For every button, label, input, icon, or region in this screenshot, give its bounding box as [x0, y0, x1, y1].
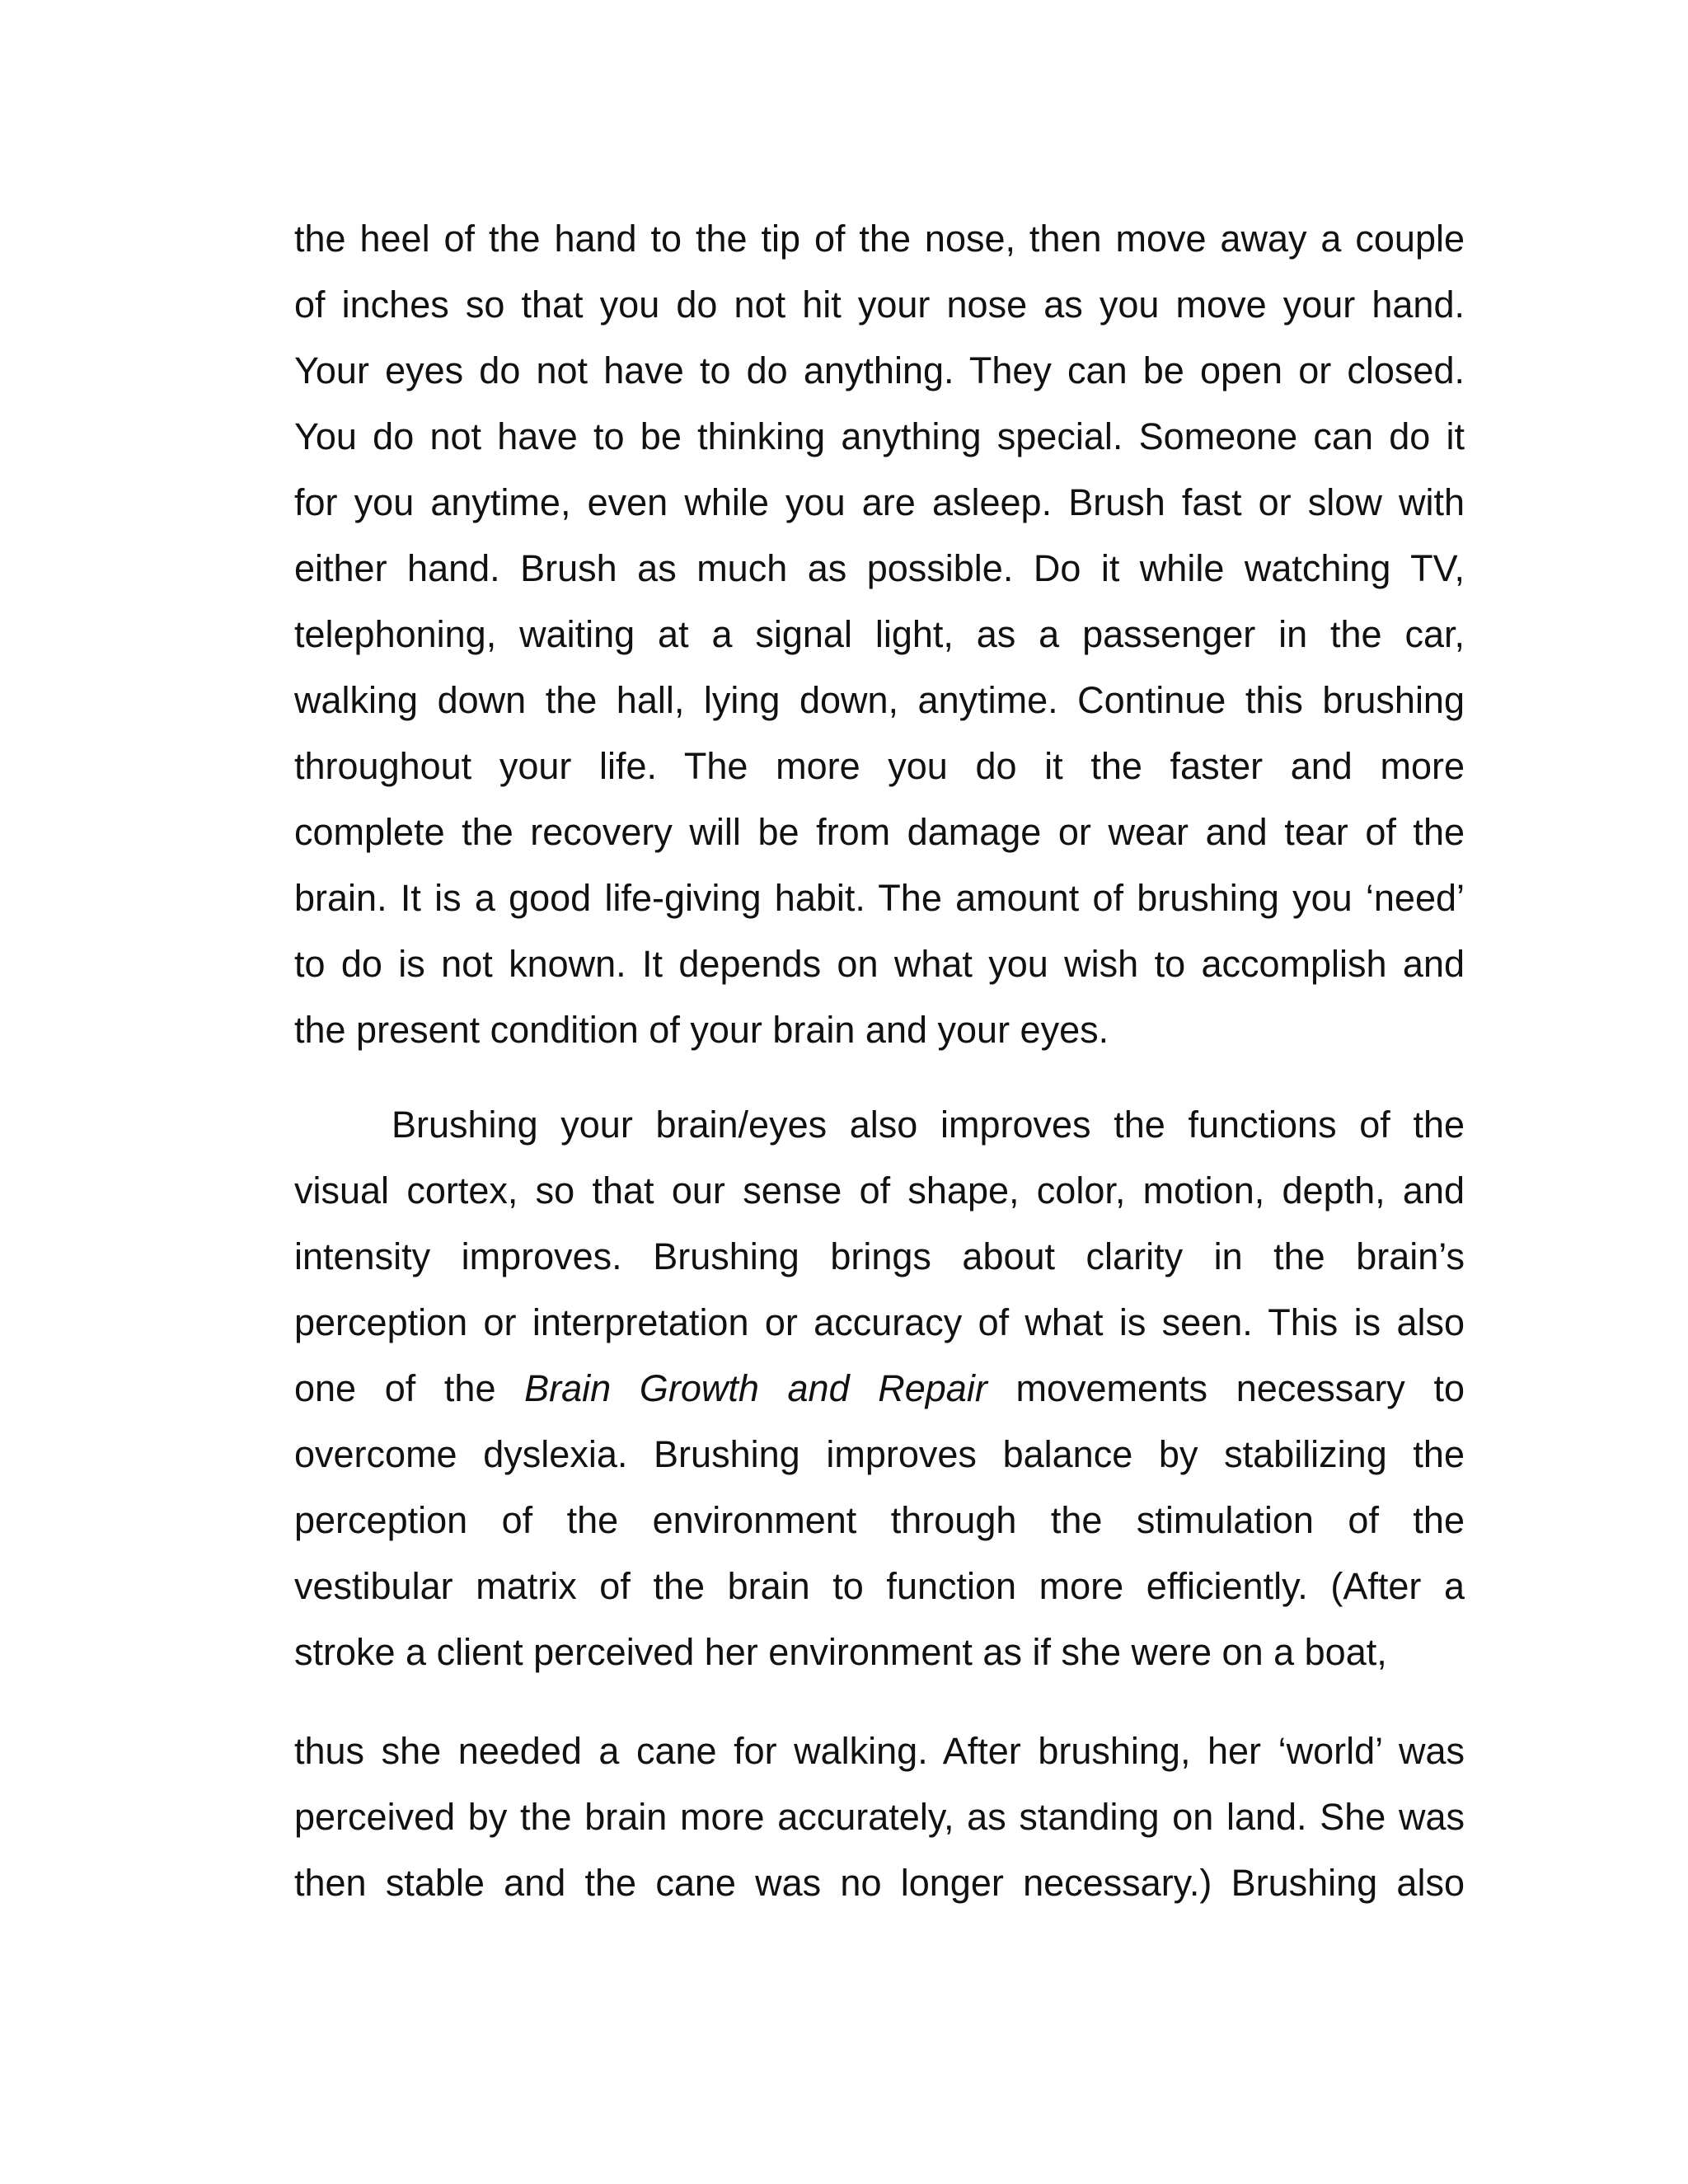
text-line: intensity improves. Brushing brings about clarity in the brain’s: [294, 1235, 1465, 1277]
text-segment: movements necessary to: [987, 1367, 1465, 1409]
paragraph-visual-cortex: [294, 1092, 1465, 1685]
text-line: You do not have to be thinking anything special. Someone can do it: [294, 415, 1465, 457]
text-line-with-emphasis: [294, 1356, 1465, 1422]
text-line: perception or interpretation or accuracy of what is seen. This is also: [294, 1301, 1465, 1343]
text-segment: one of the: [294, 1367, 525, 1409]
text-line: walking down the hall, lying down, anytime. Continue this brushing: [294, 679, 1465, 721]
text-line: visual cortex, so that our sense of shape, color, motion, depth, and: [294, 1169, 1465, 1212]
text-line: brain. It is a good life-giving habit. The amount of brushing you ‘need’: [294, 877, 1465, 919]
text-line: Brushing your brain/eyes also improves the functions of the: [392, 1104, 1465, 1146]
text-line: vestibular matrix of the brain to function more efficiently. (After a: [294, 1565, 1465, 1607]
text-line: thus she needed a cane for walking. After brushing, her ‘world’ was: [294, 1730, 1465, 1772]
text-line: for you anytime, even while you are asleep. Brush fast or slow with: [294, 481, 1465, 523]
text-line: telephoning, waiting at a signal light, as a passenger in the car,: [294, 613, 1465, 655]
text-line: complete the recovery will be from damage or wear and tear of the: [294, 811, 1465, 853]
paragraph-brushing-instructions: [294, 206, 1465, 1063]
italic-title-brain-growth-and-repair: Brain Growth and Repair: [524, 1367, 987, 1409]
text-line: overcome dyslexia. Brushing improves balance by stabilizing the: [294, 1433, 1465, 1475]
paragraph-continuation: [294, 1718, 1465, 1916]
text-line: throughout your life. The more you do it the faster and more: [294, 745, 1465, 787]
text-line: to do is not known. It depends on what you wish to accomplish and: [294, 943, 1465, 985]
text-line: Your eyes do not have to do anything. They can be open or closed.: [294, 349, 1465, 391]
text-line: perceived by the brain more accurately, as standing on land. She was: [294, 1796, 1465, 1838]
text-line: stroke a client perceived her environment as if she were on a boat,: [294, 1631, 1387, 1673]
text-line: the present condition of your brain and your eyes.: [294, 1009, 1109, 1051]
text-line: of inches so that you do not hit your nose as you move your hand.: [294, 284, 1465, 326]
text-line: either hand. Brush as much as possible. Do it while watching TV,: [294, 547, 1465, 589]
text-line: the heel of the hand to the tip of the nose, then move away a couple: [294, 218, 1465, 260]
text-line: perception of the environment through the stimulation of the: [294, 1499, 1465, 1541]
text-line: then stable and the cane was no longer necessary.) Brushing also: [294, 1862, 1465, 1904]
